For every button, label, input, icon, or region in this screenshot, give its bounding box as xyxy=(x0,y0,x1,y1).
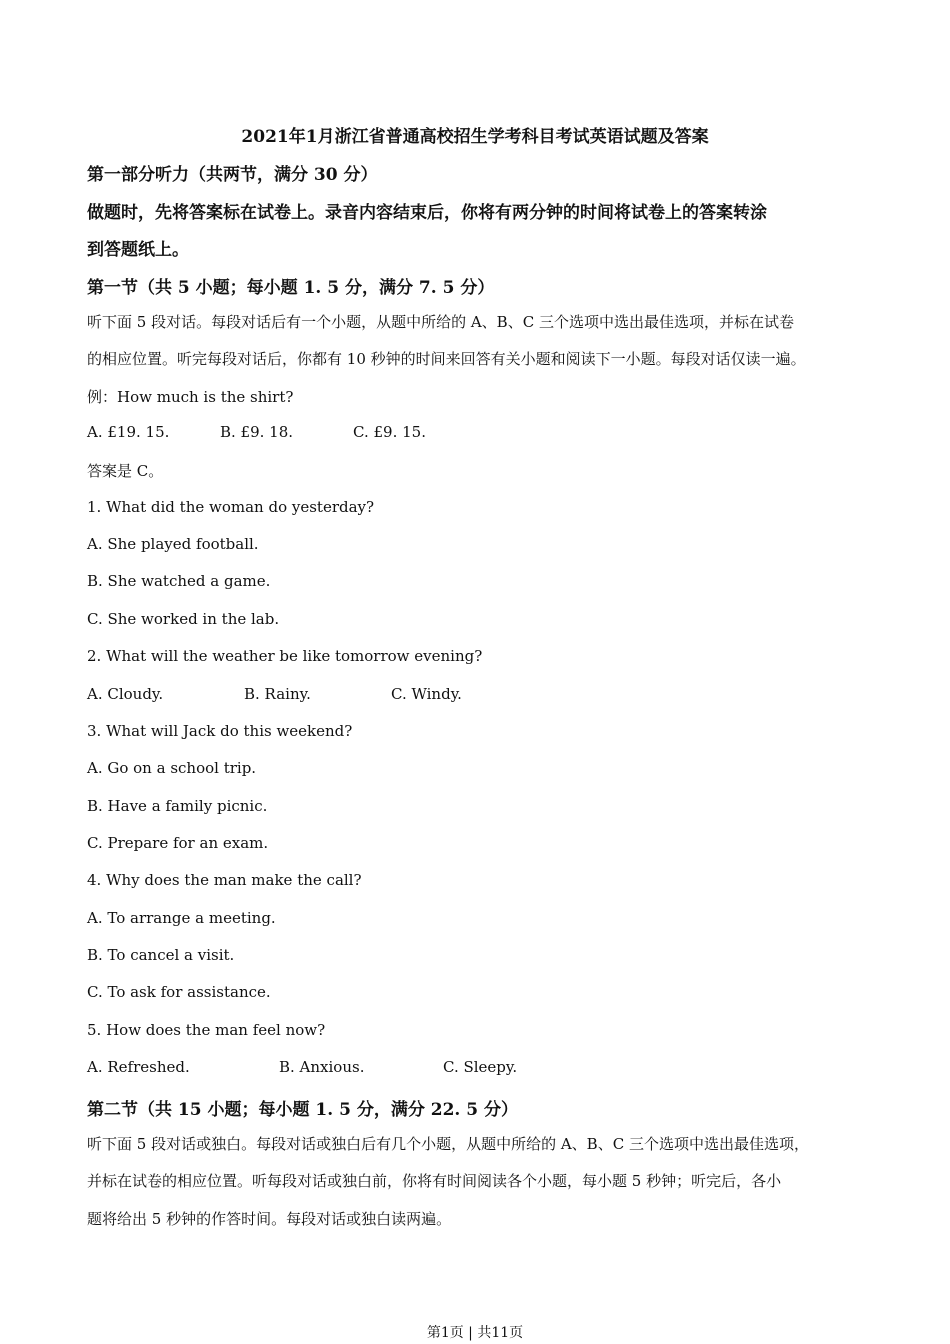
section1-desc-line1: 听下面 5 段对话。每段对话后有一个小题，从题中所给的 A、B、C 三个选项中选出最佳选项，并标在试卷 xyxy=(87,313,794,331)
example-question: 例：How much is the shirt? xyxy=(87,388,294,406)
section1-heading: 第一节（共 5 小题；每小题 1. 5 分，满分 7. 5 分） xyxy=(87,278,495,298)
q1-option-b: B. She watched a game. xyxy=(87,572,271,590)
page-title: 2021年1月浙江省普通高校招生学考科目考试英语试题及答案 xyxy=(241,127,709,147)
q4-question: 4. Why does the man make the call? xyxy=(87,871,362,889)
q3-question: 3. What will Jack do this weekend? xyxy=(87,722,353,740)
section2-desc-line3: 题将给出 5 秒钟的作答时间。每段对话或独白读两遍。 xyxy=(87,1210,452,1228)
section1-desc-line2: 的相应位置。听完每段对话后，你都有 10 秒钟的时间来回答有关小题和阅读下一小题。每段对话仅读一遍。 xyxy=(87,350,806,368)
q1-option-a: A. She played football. xyxy=(87,535,259,553)
example-answer: 答案是 C。 xyxy=(87,462,164,480)
section2-desc-line1: 听下面 5 段对话或独白。每段对话或独白后有几个小题，从题中所给的 A、B、C 三个选项中选出最佳选项， xyxy=(87,1135,809,1153)
q2-question: 2. What will the weather be like tomorrow evening? xyxy=(87,647,483,665)
q2-option-a: A. Cloudy. xyxy=(87,685,164,703)
example-option-a: A. £19. 15. xyxy=(87,423,170,441)
q3-option-a: A. Go on a school trip. xyxy=(87,759,257,777)
q5-question: 5. How does the man feel now? xyxy=(87,1021,326,1039)
section2-desc-line2: 并标在试卷的相应位置。听每段对话或独白前，你将有时间阅读各个小题，每小题 5 秒钟；听完后，各小 xyxy=(87,1172,782,1190)
q1-question: 1. What did the woman do yesterday? xyxy=(87,498,375,516)
example-option-c: C. £9. 15. xyxy=(353,423,426,441)
q4-option-a: A. To arrange a meeting. xyxy=(87,909,276,927)
q5-option-b: B. Anxious. xyxy=(279,1058,365,1076)
q4-option-c: C. To ask for assistance. xyxy=(87,983,271,1001)
q2-option-b: B. Rainy. xyxy=(244,685,311,703)
q2-option-c: C. Windy. xyxy=(391,685,462,703)
q5-option-a: A. Refreshed. xyxy=(87,1058,190,1076)
q1-option-c: C. She worked in the lab. xyxy=(87,610,280,628)
part1-instruction-line1: 做题时，先将答案标在试卷上。录音内容结束后，你将有两分钟的时间将试卷上的答案转涂 xyxy=(87,203,767,223)
part1-instruction-line2: 到答题纸上。 xyxy=(87,240,189,260)
section2-heading: 第二节（共 15 小题；每小题 1. 5 分，满分 22. 5 分） xyxy=(87,1100,518,1120)
q5-option-c: C. Sleepy. xyxy=(443,1058,518,1076)
q4-option-b: B. To cancel a visit. xyxy=(87,946,235,964)
page-footer: 第1页 | 共11页 xyxy=(426,1325,524,1341)
part1-heading: 第一部分听力（共两节，满分 30 分） xyxy=(87,165,378,185)
q3-option-b: B. Have a family picnic. xyxy=(87,797,268,815)
q3-option-c: C. Prepare for an exam. xyxy=(87,834,269,852)
example-option-b: B. £9. 18. xyxy=(220,423,294,441)
